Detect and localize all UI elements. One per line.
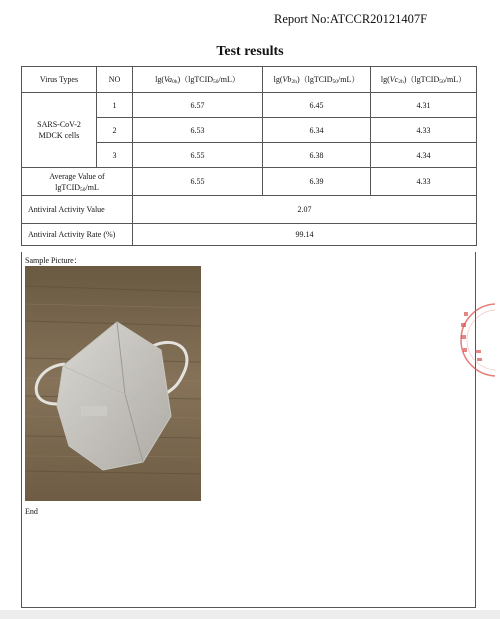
value-c: 4.33 [371, 118, 477, 143]
value-a: 6.53 [133, 118, 263, 143]
page-title: Test results [216, 44, 284, 59]
row-no: 2 [97, 118, 133, 143]
virus-cell [22, 93, 97, 168]
value-b: 6.45 [263, 93, 371, 118]
header-vc2h: $\lg(Vc_{2h})(lgTCID_{50}/mL)$ [371, 67, 477, 93]
value-c: 4.31 [371, 93, 477, 118]
activity-rate: 99.14 [133, 224, 477, 246]
activity-value: 2.07 [133, 196, 477, 224]
row-no: 3 [97, 143, 133, 168]
sample-mask-photo [25, 266, 201, 501]
virus-name: SARS-CoV-2 [37, 120, 81, 129]
table-header-row [22, 67, 477, 93]
row-no: 1 [97, 93, 133, 118]
virus-cells: MDCK cells [38, 131, 80, 140]
average-label: Average Value of lgTCID$_{50}$/mL [22, 168, 133, 196]
value-a: 6.57 [133, 93, 263, 118]
red-seal-stamp [455, 290, 495, 380]
average-row [22, 168, 477, 196]
red-seal-stamp-graphic [455, 290, 495, 380]
test-results-table [21, 66, 477, 246]
value-b: 6.34 [263, 118, 371, 143]
header-virus-types: Virus Types [22, 67, 97, 93]
header-vb2h: $\lg(Vb_{2h})(lgTCID_{50}/mL)$ [263, 67, 371, 93]
bottom-scroll-strip [0, 610, 500, 619]
report-number: Report No:ATCCR20121407F [274, 12, 428, 26]
value-a: 6.55 [133, 143, 263, 168]
activity-rate-row [22, 224, 477, 246]
value-b: 6.38 [263, 143, 371, 168]
activity-rate-label: Antiviral Activity Rate (%) [22, 224, 133, 246]
activity-value-row [22, 196, 477, 224]
header-va0h: $\lg(Va_{0h})(lgTCID_{50}/mL)$ [133, 67, 263, 93]
average-b: 6.39 [263, 168, 371, 196]
header-no: NO [97, 67, 133, 93]
average-c: 4.33 [371, 168, 477, 196]
average-a: 6.55 [133, 168, 263, 196]
value-c: 4.34 [371, 143, 477, 168]
table-row [22, 93, 477, 118]
mask-photo-illustration [25, 266, 201, 501]
activity-value-label: Antiviral Activity Value [22, 196, 133, 224]
end-label: End [25, 507, 38, 516]
sample-picture-label: Sample Picture： [25, 256, 82, 265]
